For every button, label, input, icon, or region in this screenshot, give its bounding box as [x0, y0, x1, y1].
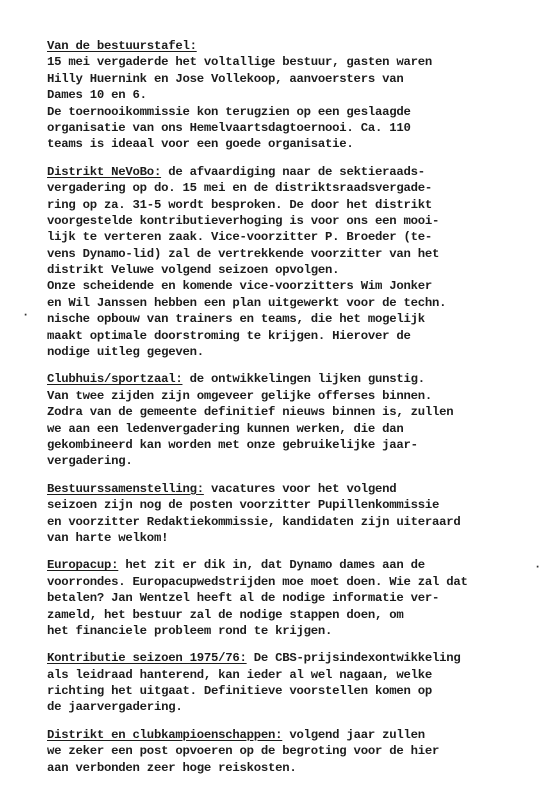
text-line: als leidraad hanterend, kan ieder al wel nagaan, welke: [47, 667, 432, 682]
text-line: vens Dynamo-lid) zal de vertrekkende voorzitter van het: [47, 246, 440, 261]
text-line: 15 mei vergaderde het voltallige bestuur, gasten waren: [47, 55, 432, 70]
section-bestuurssamenstelling: [47, 481, 534, 547]
section-heading: Clubhuis/sportzaal:: [47, 372, 183, 387]
section-heading-rest: het zit er dik in, dat Dynamo dames aan de: [118, 558, 425, 573]
text-line: Dames 10 en 6.: [47, 88, 147, 103]
text-line: voorrondes. Europacupwedstrijden moe moet doen. Wie zal dat: [47, 574, 468, 589]
text-line: van harte welkom!: [47, 530, 169, 545]
section-first-line: [47, 650, 534, 666]
stray-mark: ·: [22, 308, 30, 322]
section-heading: Distrikt en clubkampioenschappen:: [47, 727, 283, 742]
section-heading: Bestuurssamenstelling:: [47, 481, 204, 496]
text-line: gekombineerd kan worden met onze gebruikelijke jaar-: [47, 437, 418, 452]
text-line: nische opbouw van trainers en teams, die het mogelijk: [47, 312, 425, 327]
section-first-line: [47, 38, 534, 54]
text-line: Hilly Huernink en Jose Vollekoop, aanvoersters van: [47, 71, 404, 86]
section-heading: Distrikt NeVoBo:: [47, 164, 162, 179]
text-line: en Wil Janssen hebben een plan uitgewerkt voor de techn.: [47, 295, 447, 310]
text-line: voorgestelde kontributieverhoging is voor ons een mooi-: [47, 213, 440, 228]
text-line: Zodra van de gemeente definitief nieuws binnen is, zullen: [47, 405, 454, 420]
section-first-line: [47, 164, 534, 180]
text-line: ring op za. 31-5 wordt besproken. De door het distrikt: [47, 197, 432, 212]
section-distrikt-nevobo: [47, 164, 534, 361]
text-line: en voorzitter Redaktiekommissie, kandidaten zijn uiteraard: [47, 514, 461, 529]
section-first-line: [47, 371, 534, 387]
text-line: organisatie van ons Hemelvaartsdagtoernooi. Ca. 110: [47, 120, 411, 135]
text-line: Van twee zijden zijn omgeveer gelijke offerses binnen.: [47, 388, 432, 403]
text-line: we aan een ledenvergadering kunnen werken, die dan: [47, 421, 404, 436]
section-first-line: [47, 557, 534, 573]
section-clubhuis-sportzaal: [47, 371, 534, 469]
section-heading-rest: volgend jaar zullen: [282, 727, 425, 742]
section-heading-rest: de afvaardiging naar de sektieraads-: [161, 164, 425, 179]
section-distrikt-en-clubkampioenschappen: [47, 727, 534, 776]
text-line: De toernooikommissie kon terugzien op een geslaagde: [47, 104, 411, 119]
text-line: het financiele probleem rond te krijgen.: [47, 623, 333, 638]
section-heading: Van de bestuurstafel:: [47, 39, 197, 53]
text-line: teams is ideaal voor een goede organisatie.: [47, 137, 354, 152]
text-line: lijk te verteren zaak. Vice-voorzitter P. Broeder (te-: [47, 230, 432, 245]
text-line: vergadering op do. 15 mei en de distriktsraadsvergade-: [47, 181, 432, 196]
section-europacup: [47, 557, 534, 639]
text-line: zameld, het bestuur zal de nodige stappen doen, om: [47, 607, 404, 622]
text-line: betalen? Jan Wentzel heeft al de nodige informatie ver-: [47, 591, 440, 606]
section-heading-rest: De CBS-prijsindexontwikkeling: [246, 651, 461, 666]
section-van-de-bestuurstafel: [47, 38, 534, 153]
text-line: distrikt Veluwe volgend seizoen opvolgen.: [47, 263, 340, 278]
text-line: aan verbonden zeer hoge reiskosten.: [47, 760, 297, 775]
section-first-line: [47, 727, 534, 743]
section-heading-rest: vacatures voor het volgend: [203, 481, 397, 496]
section-heading: Europacup:: [47, 558, 119, 573]
text-line: Onze scheidende en komende vice-voorzitters Wim Jonker: [47, 279, 432, 294]
section-first-line: [47, 481, 534, 497]
text-line: nodige uitleg gegeven.: [47, 345, 204, 360]
text-line: seizoen zijn nog de posten voorzitter Pupillenkommissie: [47, 498, 440, 513]
text-line: de jaarvergadering.: [47, 700, 183, 715]
stray-mark: ·: [534, 560, 542, 574]
text-line: maakt optimale doorstroming te krijgen. Hierover de: [47, 328, 411, 343]
section-kontributie-seizoen: [47, 650, 534, 716]
section-heading: Kontributie seizoen 1975/76:: [47, 651, 247, 666]
section-heading-rest: de ontwikkelingen lijken gunstig.: [182, 372, 425, 387]
text-line: we zeker een post opvoeren op de begroting voor de hier: [47, 744, 440, 759]
text-line: vergadering.: [47, 454, 133, 469]
text-line: richting het uitgaat. Definitieve voorstellen komen op: [47, 684, 432, 699]
